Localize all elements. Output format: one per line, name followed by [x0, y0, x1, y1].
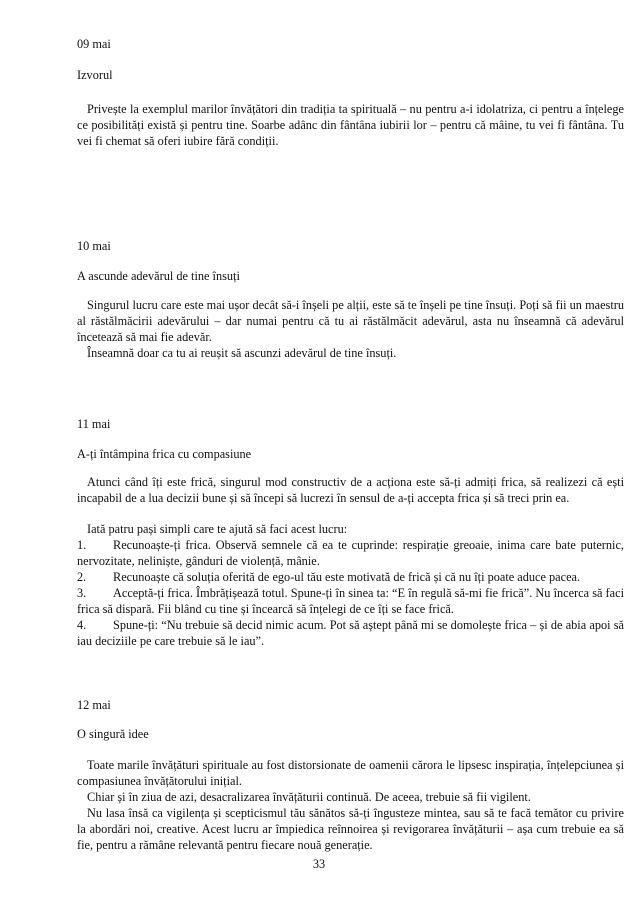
entry-paragraph: Chiar și în ziua de azi, desacralizarea învățăturii continuă. De aceea, trebuie să fii vigilent. — [87, 790, 531, 804]
entry-paragraph: Singurul lucru care este mai ușor decât să-i înșeli pe alții, este să te înșeli pe tine însuți. Poți să fii un maestru al răstălmăcirii adevărului – dar numai pentru că tu ai răstălmăcit adevărul, asta nu înseamnă că adevărul încetează să mai fie adevăr. — [77, 298, 624, 344]
list-item-number: 1. — [77, 538, 87, 552]
entry-paragraph: Nu lasa însă ca vigilența și scepticismul tău sănătos să-ți îngusteze mintea, sau să te facă temător cu privire la abordări noi, creative. Acest lucru ar împiedica reînnoirea și revigorarea învățăturii – așa cum trebuie ea să fie, pentru a rămâne relevantă pentru fiecare nouă generație. — [77, 806, 624, 852]
entry-date: 09 mai — [77, 37, 111, 51]
entry-paragraph: Iată patru pași simpli care te ajută să faci acest lucru: — [87, 522, 348, 536]
list-item-text: Spune-ți: “Nu trebuie să decid nimic acum. Pot să aștept până mi se domolește frica – și de abia apoi să iau deciziile pe care trebuie să le iau”. — [77, 618, 624, 648]
list-item-text: Recunoaște că soluția oferită de ego-ul tău este motivată de frică și că nu îți poate aduce pacea. — [113, 570, 581, 584]
list-item-number: 2. — [77, 570, 87, 584]
list-item — [77, 537, 624, 569]
list-item — [77, 585, 624, 617]
list-item — [77, 569, 624, 585]
entry-date: 11 mai — [77, 417, 111, 431]
list-item-text: Acceptă-ți frica. Îmbrățișează totul. Spune-ți în sinea ta: “E în regulă să-mi fie frică”. Nu încerca să faci frica să dispară. Fii blând cu tine și încearcă să înțelegi de ce îți se face frică. — [77, 586, 624, 616]
page-number: 33 — [312, 857, 326, 871]
entry-title: A-ți întâmpina frica cu compasiune — [77, 447, 252, 461]
entry-paragraph: Toate marile învățături spirituale au fost distorsionate de oamenii cărora le lipsesc inspirația, înțelepciunea și compasiunea învățătorului inițial. — [77, 758, 624, 788]
entry-title: O singură idee — [77, 727, 149, 741]
entry-title: Izvorul — [77, 68, 113, 82]
list-item-number: 4. — [77, 618, 87, 632]
list-item — [77, 617, 624, 649]
entry-paragraph: Atunci când îți este frică, singurul mod constructiv de a acționa este să-ți admiți frica, să realizezi că ești incapabil de a lua decizii bune și să începi să lucrezi în sensul de a-ți accepta frica și să treci prin ea. — [77, 475, 624, 505]
entry-date: 10 mai — [77, 239, 111, 253]
entry-title: A ascunde adevărul de tine însuți — [77, 269, 240, 283]
entry-paragraph: Înseamnă doar ca tu ai reușit să ascunzi adevărul de tine însuți. — [87, 346, 397, 360]
entry-paragraph: Privește la exemplul marilor învățători din tradiția ta spirituală – nu pentru a-i idolatriza, ci pentru a înțelege ce posibilități există și pentru tine. Soarbe adânc din fântâna iubirii lor – pentru că mâine, tu vei fi fântâna. Tu vei fi chemat să oferi iubire fără condiții. — [77, 102, 624, 148]
list-item-text: Recunoaște-ți frica. Observă semnele că ea te cuprinde: respirație greoaie, inima care bate puternic, nervozitate, neliniște, gânduri de violență, mânie. — [77, 538, 624, 568]
list-item-number: 3. — [77, 586, 87, 600]
entry-date: 12 mai — [77, 698, 111, 712]
